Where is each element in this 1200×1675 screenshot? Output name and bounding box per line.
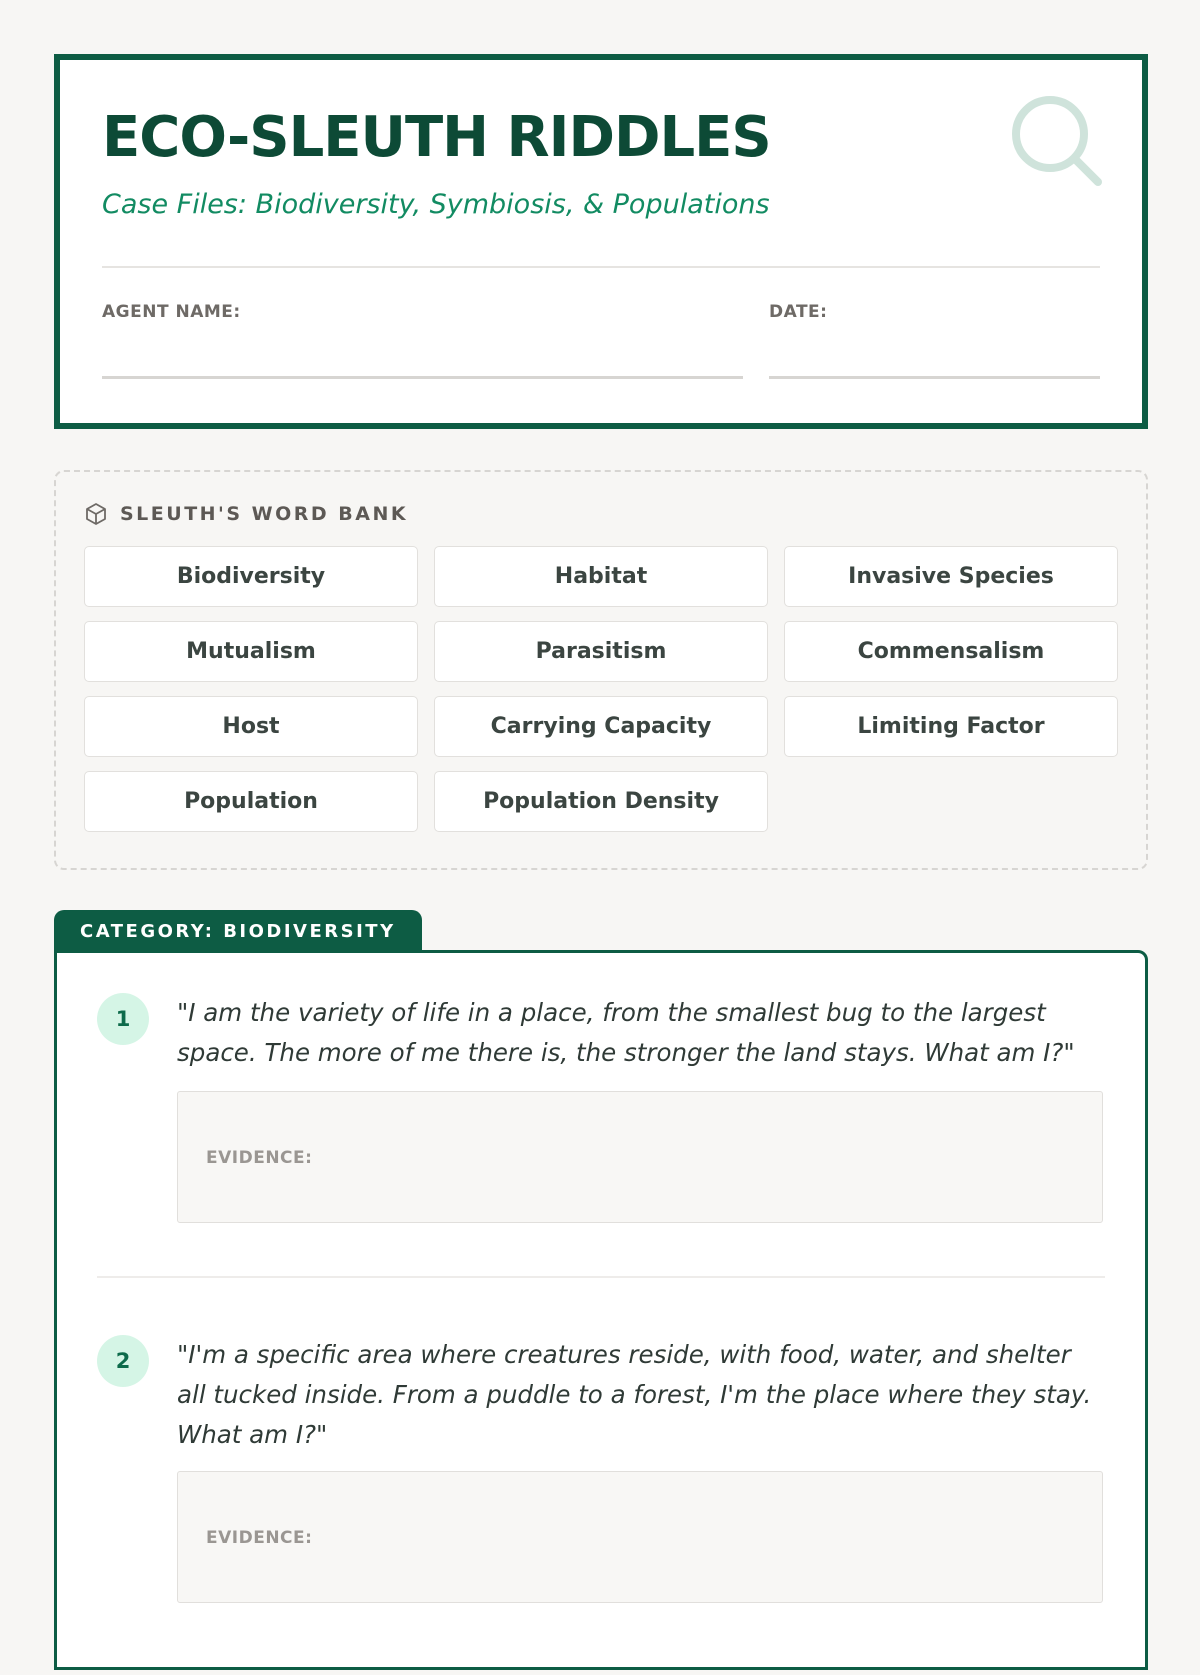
word-bank-title: SLEUTH'S WORD BANK bbox=[120, 503, 409, 525]
word-chip: Limiting Factor bbox=[784, 696, 1118, 757]
header-divider bbox=[102, 266, 1100, 268]
word-chip: Population bbox=[84, 771, 418, 832]
evidence-label: EVIDENCE: bbox=[206, 1528, 313, 1548]
evidence-answer-box[interactable] bbox=[177, 1091, 1103, 1223]
riddle-number-badge: 2 bbox=[97, 1335, 149, 1387]
word-chip: Habitat bbox=[434, 546, 768, 607]
riddle-text: "I'm a specific area where creatures reside, with food, water, and shelter all tucked inside. From a puddle to a forest, I'm the place where they stay. What am I?" bbox=[177, 1340, 1092, 1449]
date-field[interactable] bbox=[769, 376, 1100, 379]
word-chip: Parasitism bbox=[434, 621, 768, 682]
evidence-answer-box[interactable] bbox=[177, 1471, 1103, 1603]
riddle-divider bbox=[97, 1276, 1105, 1278]
riddle-item bbox=[97, 1335, 1107, 1675]
word-chip: Carrying Capacity bbox=[434, 696, 768, 757]
word-chip: Invasive Species bbox=[784, 546, 1118, 607]
riddle-number-badge: 1 bbox=[97, 993, 149, 1045]
word-chip: Host bbox=[84, 696, 418, 757]
agent-name-label: AGENT NAME: bbox=[102, 302, 241, 322]
evidence-label: EVIDENCE: bbox=[206, 1148, 313, 1168]
word-chip: Biodiversity bbox=[84, 546, 418, 607]
date-label: DATE: bbox=[769, 302, 828, 322]
word-chip: Mutualism bbox=[84, 621, 418, 682]
magnifying-glass-icon bbox=[1010, 94, 1106, 190]
page-title: ECO-SLEUTH RIDDLES bbox=[102, 105, 771, 170]
agent-name-field[interactable] bbox=[102, 376, 743, 379]
category-tab: CATEGORY: BIODIVERSITY bbox=[54, 910, 422, 952]
word-bank bbox=[54, 470, 1148, 870]
header-card bbox=[54, 54, 1148, 429]
word-chip: Commensalism bbox=[784, 621, 1118, 682]
word-bank-grid bbox=[84, 546, 1118, 832]
word-chip: Population Density bbox=[434, 771, 768, 832]
riddle-item bbox=[97, 993, 1107, 1233]
riddle-text: "I am the variety of life in a place, from the smallest bug to the largest space. The more of me there is, the stronger the land stays. What am I?" bbox=[177, 998, 1075, 1067]
category-card bbox=[54, 950, 1148, 1670]
cube-icon bbox=[84, 502, 108, 526]
worksheet-page bbox=[54, 54, 1146, 1548]
word-bank-heading bbox=[84, 502, 408, 526]
page-subtitle: Case Files: Biodiversity, Symbiosis, & Populations bbox=[102, 189, 770, 220]
